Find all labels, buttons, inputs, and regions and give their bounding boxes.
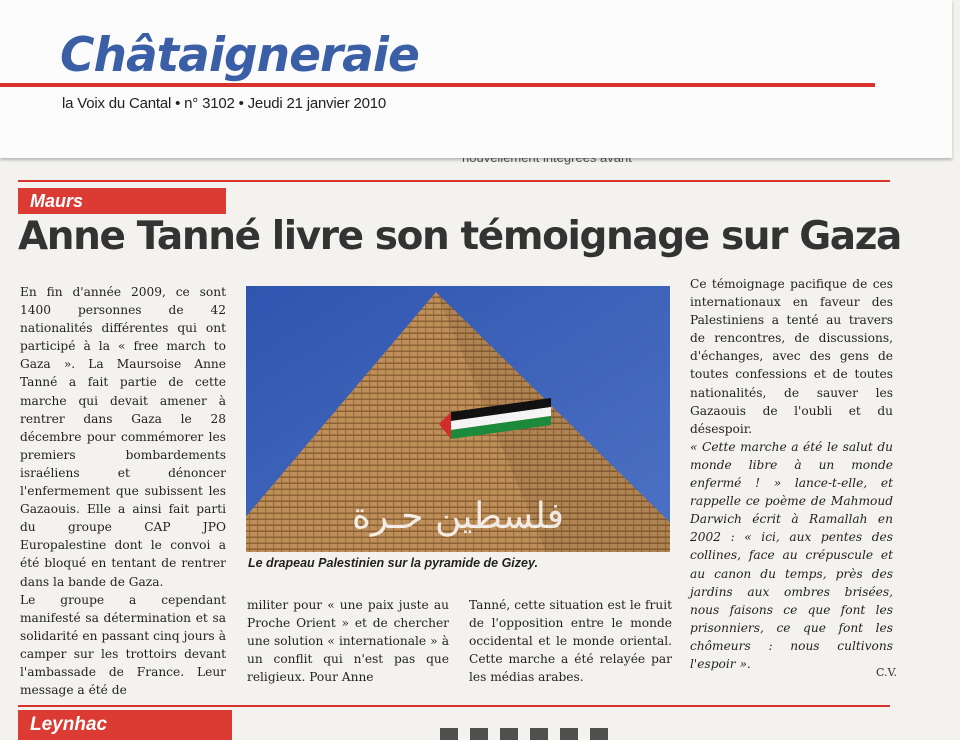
masthead-rule (0, 83, 875, 87)
next-section-label: Leynhac (18, 710, 232, 740)
paragraph-4a: Ce témoignage pacifique de ces internationaux en faveur des Palestiniens a tenté au travers de rencontres, de discussions, d'échanges, avec des gens de toutes confessions et de toutes nationalités, de sauver les Gazaouis de l'oubli et du désespoir. (690, 277, 893, 436)
masthead (0, 0, 952, 158)
paragraph-1: En fin d'année 2009, ce sont 1400 personnes de 42 nationalités différentes qui ont participé à la « free march to Gaza ». La Maursoise Anne Tanné a fait partie de cette marche qui devait amener à rentrer dans Gaza le 28 décembre pour commémorer les premiers bombardements israéliens et dénoncer l'enfermement que subissent les Gazaouis. Elle a ainsi fait parti du groupe CAP JPO Europalestine dont le convoi a été bloqué en tentant de rentrer dans la bande de Gaza. (20, 285, 226, 589)
section-label: Maurs (18, 188, 226, 214)
section-rule (18, 180, 890, 182)
section-rule-bottom (18, 705, 890, 707)
article-photo (246, 286, 670, 552)
article-column-3: Tanné, cette situation est le fruit de l'opposition entre le monde occidental et le monde oriental. Cette marche a été relayée par les médias arabes. (469, 598, 672, 685)
author-signature: C.V. (876, 666, 898, 679)
article-headline: Anne Tanné livre son témoignage sur Gaza (18, 214, 901, 259)
article-column-4 (690, 275, 893, 673)
article-column-2: militer pour « une paix juste au Proche Orient » et de chercher une solution « internationale » à un conflit qui n'est pas que religieux. Pour Anne (247, 598, 449, 685)
issue-line: la Voix du Cantal • n° 3102 • Jeudi 21 janvier 2010 (62, 95, 387, 112)
paragraph-2: Le groupe a cependant manifesté sa détermination et sa solidarité en passant cinq jours à camper sur les trottoirs devant l'ambassade de France. Leur message a été de (20, 592, 226, 698)
photo-caption: Le drapeau Palestinien sur la pyramide de Gizey. (248, 556, 538, 570)
pyramid-photo (246, 286, 670, 552)
newspaper-title: Châtaigneraie (60, 28, 419, 83)
paragraph-4b: « Cette marche a été le salut du monde libre à un monde enfermé ! » lance-t-elle, et rappelle ce poème de Mahmoud Darwich écrit à Ramallah en 2002 : « ici, aux pentes des collines, face au crépuscule et au canon du temps, près des jardins aux ombres brisées, nous faisons ce que font les prisonniers, ce que font les chômeurs : nous cultivons l'espoir ». (690, 439, 893, 671)
next-headline-fragment (440, 728, 620, 740)
article-column-1 (20, 283, 226, 699)
photo-overlay-text: فلسطين حـرة (351, 496, 565, 537)
